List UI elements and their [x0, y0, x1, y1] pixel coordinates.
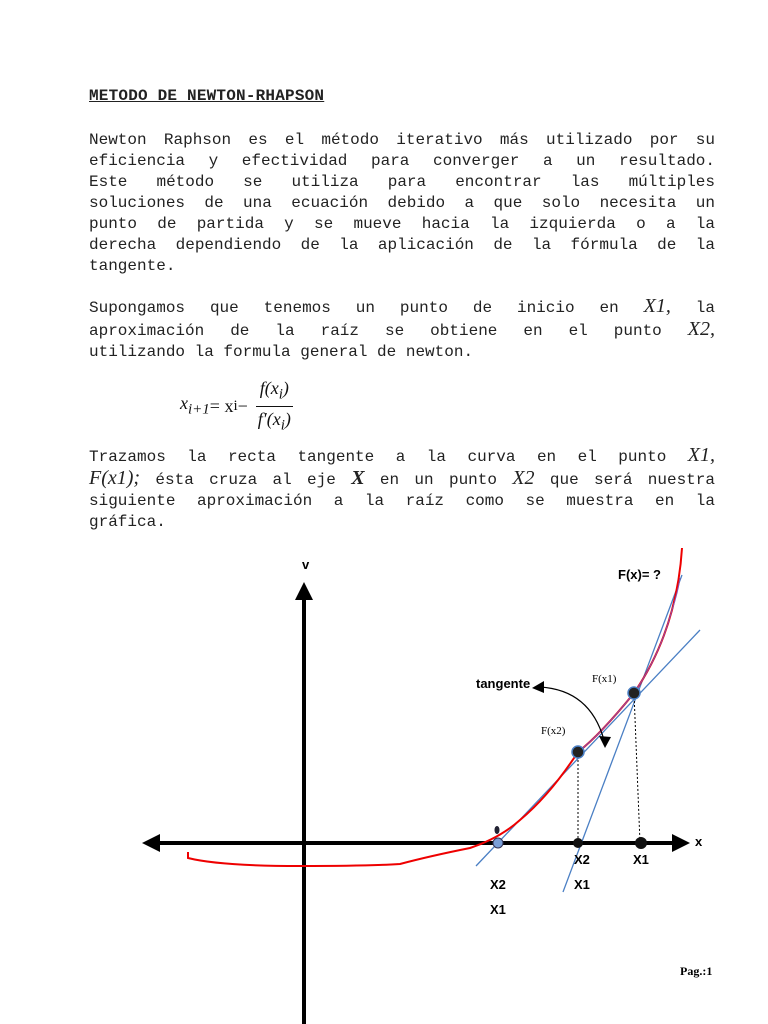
point-fx1 — [628, 687, 640, 699]
text-fragment: en un punto — [364, 471, 513, 489]
x-axis-right-arrow — [672, 834, 690, 852]
fx-label: F(x)= ? — [618, 567, 661, 582]
formula-text: f(x — [259, 378, 279, 398]
text-line — [89, 468, 715, 491]
x1-label-right: X1 — [633, 852, 649, 867]
text-line: Newton Raphson es el método iterativo más utilizado por su — [89, 131, 715, 149]
var-x1: X1, — [643, 295, 671, 317]
fx2-label: F(x2) — [541, 725, 566, 737]
tangent-paragraph — [89, 445, 715, 533]
formula-sub: i — [233, 397, 238, 414]
y-axis-label: v — [302, 557, 310, 572]
projection-x1 — [634, 693, 640, 843]
text-line: siguiente aproximación a la raíz como se muestra en la — [89, 492, 715, 510]
var-fx1: F(x1); — [89, 467, 141, 489]
text-fragment: Supongamos que tenemos un punto de inicio en — [89, 299, 644, 317]
fx1-label: F(x1) — [592, 673, 617, 685]
formula-sub: i — [278, 386, 283, 403]
formula-text: ) — [284, 408, 291, 429]
var-x2: X2 — [512, 467, 535, 489]
point-x3-marker — [495, 826, 500, 834]
point-x1 — [635, 837, 647, 849]
text-line: utilizando la formula general de newton. — [89, 343, 474, 361]
text-fragment: aproximación de la raíz se obtiene en el punto — [89, 322, 688, 340]
text-line: Este método se utiliza para encontrar las múltiples — [89, 173, 715, 191]
formula-sub: i+1 — [188, 401, 210, 418]
text-line — [89, 319, 715, 342]
point-x2 — [573, 838, 583, 848]
newton-graph — [0, 540, 768, 1024]
intro-paragraph — [89, 130, 715, 277]
x-axis-label: x — [695, 834, 703, 849]
x1-label-mid: X1 — [574, 877, 590, 892]
formula-sub: i — [280, 417, 285, 434]
text-line: derecha dependiendo de la aplicación de la fórmula de la — [89, 236, 715, 254]
formula-lhs — [180, 393, 210, 419]
x-axis-left-arrow — [142, 834, 160, 852]
text-fragment: Trazamos la recta tangente a la curva en el punto — [89, 448, 688, 466]
text-fragment: la — [670, 299, 715, 317]
formula-eq: = x — [209, 395, 234, 416]
tangent-line-x2 — [476, 630, 700, 866]
formula-var: x — [180, 393, 188, 414]
text-line: eficiencia y efectividad para converger a un resultado. — [89, 152, 715, 170]
text-line: soluciones de una ecuación debido a que solo necesita un — [89, 194, 715, 212]
formula-text: ) — [282, 378, 289, 398]
text-fragment: que será nuestra — [534, 471, 715, 489]
newton-formula — [180, 378, 295, 434]
formula-minus: − — [237, 395, 248, 416]
var-x2: X2, — [687, 318, 715, 340]
text-fragment: ésta cruza al eje — [140, 471, 352, 489]
point-x3 — [493, 838, 503, 848]
var-x-axis: X — [351, 467, 365, 489]
text-line: punto de partida y se mueve hacia la izquierda o a la — [89, 215, 715, 233]
formula-numerator — [256, 378, 293, 407]
curve-overlay — [578, 578, 680, 752]
formula-text: f′(x — [257, 408, 281, 429]
tangent-arrow-head-down — [599, 736, 611, 748]
formula-fraction — [254, 378, 295, 434]
assumption-paragraph — [89, 296, 715, 363]
point-fx2 — [572, 746, 584, 758]
formula-denominator — [254, 407, 295, 435]
text-line: tangente. — [89, 257, 176, 275]
x2-label-right: X2 — [574, 852, 590, 867]
text-line — [89, 445, 715, 468]
document-title: METODO DE NEWTON-RHAPSON — [89, 87, 325, 105]
tangente-label: tangente — [476, 676, 531, 691]
y-axis-arrow — [295, 582, 313, 600]
text-line: gráfica. — [89, 513, 166, 531]
var-x1: X1, — [687, 444, 715, 466]
x2-label-left: X2 — [490, 877, 506, 892]
page-number: Pag.:1 — [680, 964, 713, 978]
text-line — [89, 296, 715, 319]
tangent-arrow-head-left — [532, 681, 544, 693]
x1-label-left: X1 — [490, 902, 506, 917]
function-curve — [188, 548, 682, 866]
